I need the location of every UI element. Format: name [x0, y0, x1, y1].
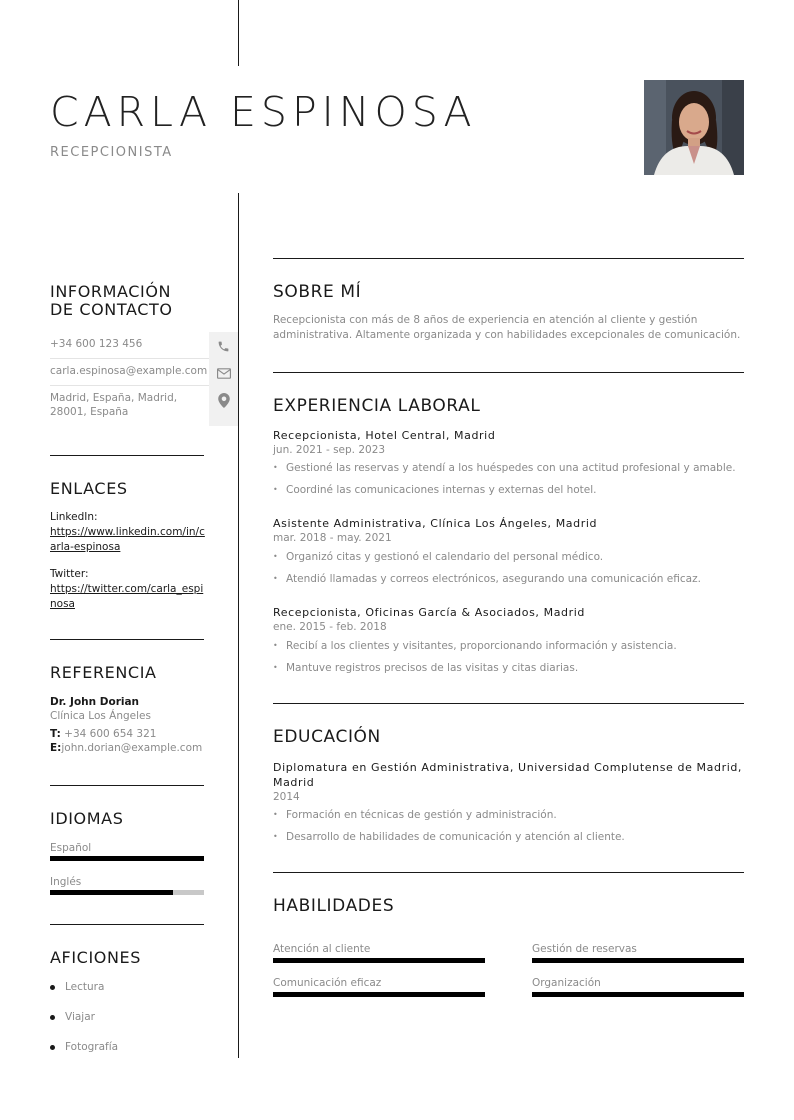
contact-heading — [50, 283, 173, 319]
section-divider — [273, 258, 744, 259]
skill-level-bar — [532, 958, 744, 963]
skill-label: Organización — [532, 977, 601, 989]
section-divider — [273, 872, 744, 873]
skill-level-bar — [532, 992, 744, 997]
contact-email[interactable]: carla.espinosa@example.com — [50, 365, 208, 377]
contact-divider — [50, 385, 210, 386]
job-bullet-text: Recibí a los clientes y visitantes, proporcionando información y asistencia. — [286, 640, 677, 652]
education-bullet: • Desarrollo de habilidades de comunicación y atención al cliente. — [273, 831, 625, 843]
reference-heading: REFERENCIA — [50, 663, 157, 682]
about-text: Recepcionista con más de 8 años de experiencia en atención al cliente y gestión administrativa. Altamente organizada y con habilidades excepcionales de comunicación. — [273, 314, 741, 341]
job-title: Asistente Administrativa, Clínica Los Ángeles, Madrid — [273, 517, 598, 530]
skill-level-fill — [532, 958, 744, 963]
top-vertical-divider — [238, 0, 239, 66]
reference-phone-value[interactable]: +34 600 654 321 — [64, 728, 157, 740]
about-heading: SOBRE MÍ — [273, 282, 362, 302]
hobby-label: Lectura — [65, 981, 105, 993]
linkedin-label: LinkedIn: — [50, 511, 98, 523]
skill-level-fill — [273, 992, 485, 997]
hobby-item — [50, 981, 104, 993]
language-level-bar — [50, 890, 204, 895]
section-divider — [50, 639, 204, 640]
skill-label: Comunicación eficaz — [273, 977, 382, 989]
skill-label: Gestión de reservas — [532, 943, 637, 955]
skill-level-bar — [273, 958, 485, 963]
job-dates: jun. 2021 - sep. 2023 — [273, 444, 386, 456]
hobby-item — [50, 1011, 95, 1023]
twitter-label: Twitter: — [50, 568, 89, 580]
skill-level-bar — [273, 992, 485, 997]
profile-photo — [644, 80, 744, 175]
job-title: Recepcionista, Hotel Central, Madrid — [273, 429, 496, 442]
reference-email-prefix: E: — [50, 742, 62, 754]
job-title: Recepcionista, Oficinas García & Asociados, Madrid — [273, 606, 585, 619]
experience-heading: EXPERIENCIA LABORAL — [273, 396, 481, 416]
education-bullet: • Formación en técnicas de gestión y administración. — [273, 809, 557, 821]
job-bullet-text: Mantuve registros precisos de las visitas y citas diarias. — [286, 662, 579, 674]
education-degree: Diplomatura en Gestión Administrativa, Universidad Complutense de Madrid, Madrid — [273, 761, 743, 789]
languages-heading: IDIOMAS — [50, 809, 124, 828]
section-divider — [50, 785, 204, 786]
job-bullet: • Organizó citas y gestionó el calendario del personal médico. — [273, 551, 604, 563]
contact-phone[interactable]: +34 600 123 456 — [50, 338, 143, 350]
job-bullet-text: Coordiné las comunicaciones internas y externas del hotel. — [286, 484, 597, 496]
skill-level-fill — [532, 992, 744, 997]
job-dates: ene. 2015 - feb. 2018 — [273, 621, 387, 633]
education-year: 2014 — [273, 791, 300, 803]
location-pin-icon — [209, 387, 238, 413]
phone-icon — [209, 333, 238, 359]
reference-organization: Clínica Los Ángeles — [50, 710, 151, 722]
bullet-dot-icon — [50, 1015, 55, 1020]
linkedin-link[interactable]: https://www.linkedin.com/in/carla-espinosa — [50, 526, 205, 553]
contact-heading-line1: INFORMACIÓN — [50, 282, 172, 301]
job-bullet: • Mantuve registros precisos de las visitas y citas diarias. — [273, 662, 579, 674]
job-bullet: • Coordiné las comunicaciones internas y externas del hotel. — [273, 484, 597, 496]
skill-label: Atención al cliente — [273, 943, 371, 955]
contact-icon-strip — [209, 332, 238, 426]
language-label: Inglés — [50, 876, 82, 888]
envelope-icon — [209, 360, 238, 386]
language-label: Español — [50, 842, 92, 854]
job-bullet: • Atendió llamadas y correos electrónicos, asegurando una comunicación eficaz. — [273, 573, 701, 585]
hobbies-heading: AFICIONES — [50, 948, 141, 967]
job-bullet-text: Organizó citas y gestionó el calendario del personal médico. — [286, 551, 604, 563]
candidate-name: CARLA ESPINOSA — [50, 88, 477, 136]
reference-phone — [50, 728, 156, 740]
reference-phone-prefix: T: — [50, 728, 61, 740]
section-divider — [273, 703, 744, 704]
language-level-bar — [50, 856, 204, 861]
section-divider — [273, 372, 744, 373]
contact-heading-line2: DE CONTACTO — [50, 300, 173, 319]
education-bullet-text: Desarrollo de habilidades de comunicación y atención al cliente. — [286, 831, 625, 843]
language-level-fill — [50, 890, 173, 895]
candidate-title: RECEPCIONISTA — [50, 145, 173, 160]
job-bullet: • Recibí a los clientes y visitantes, proporcionando información y asistencia. — [273, 640, 677, 652]
job-bullet: • Gestioné las reservas y atendí a los huéspedes con una actitud profesional y amable. — [273, 462, 736, 474]
hobby-label: Viajar — [65, 1011, 95, 1023]
links-heading: ENLACES — [50, 479, 128, 498]
education-bullet-text: Formación en técnicas de gestión y administración. — [286, 809, 557, 821]
contact-address: Madrid, España, Madrid, 28001, España — [50, 392, 178, 418]
job-dates: mar. 2018 - may. 2021 — [273, 532, 392, 544]
twitter-link[interactable]: https://twitter.com/carla_espinosa — [50, 583, 204, 610]
hobby-label: Fotografía — [65, 1041, 119, 1053]
job-bullet-text: Atendió llamadas y correos electrónicos, asegurando una comunicación eficaz. — [286, 573, 701, 585]
job-bullet-text: Gestioné las reservas y atendí a los huéspedes con una actitud profesional y amable. — [286, 462, 736, 474]
section-divider — [50, 924, 204, 925]
bullet-dot-icon — [50, 985, 55, 990]
section-divider — [50, 455, 204, 456]
education-heading: EDUCACIÓN — [273, 727, 381, 747]
contact-divider — [50, 358, 210, 359]
reference-name: Dr. John Dorian — [50, 696, 140, 708]
language-level-fill — [50, 856, 204, 861]
hobby-item — [50, 1041, 118, 1053]
reference-email-value[interactable]: john.dorian@example.com — [61, 742, 203, 754]
bullet-dot-icon — [50, 1045, 55, 1050]
reference-email — [50, 742, 202, 754]
column-vertical-divider — [238, 193, 239, 1058]
skill-level-fill — [273, 958, 485, 963]
skills-heading: HABILIDADES — [273, 896, 395, 916]
